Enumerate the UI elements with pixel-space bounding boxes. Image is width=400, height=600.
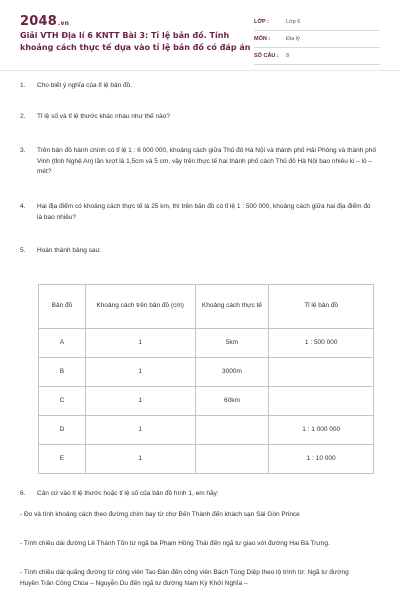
table-cell: 1 : 10 000 <box>269 445 374 474</box>
logo-suffix: .vn <box>57 20 70 27</box>
meta-info <box>254 14 380 65</box>
table-header: Tỉ lệ bản đồ <box>269 285 374 329</box>
table-cell: 5km <box>195 329 269 358</box>
scale-table <box>38 284 374 474</box>
question-6-bullet: - Tính chiều dài quãng đường từ công viên Tao Đàn đến công viên Bách Tùng Diệp theo lộ trình từ: Ngã tư đường Huyền Trân Công Chúa – Nguyễn Du đến ngã tư đường Nam Kỳ Khởi Nghĩa – <box>20 569 349 587</box>
meta-row-subject <box>254 31 380 48</box>
table-cell: 1 : 500 000 <box>269 329 374 358</box>
question-text: Trên bản đồ hành chính có tỉ lệ 1 : 6 000 000, khoảng cách giữa Thủ đô Hà Nội và thành phố Hải Phòng và thành phố Vinh (tỉnh Nghệ An) lần lượt là 1,5cm và 5 cm, vậy trên thực tế hai thành phố cách Thủ đô Hà Nội bao nhiêu ki – lô – mét? <box>37 147 376 175</box>
table-row <box>39 329 374 358</box>
question-text: Hoàn thành bảng sau: <box>37 247 101 254</box>
table-cell: 1 <box>85 387 195 416</box>
question-6-bullet: - Tính chiều dài đường Lê Thánh Tôn từ ngã ba Phạm Hồng Thái đến ngã tư giao với đường Hai Bà Trưng. <box>20 540 330 547</box>
table-cell: E <box>39 445 86 474</box>
meta-label: LỚP : <box>254 19 269 25</box>
question-text: Căn cứ vào tỉ lệ thước hoặc tỉ lệ số của bản đồ hình 1, em hãy: <box>37 490 219 497</box>
table-header: Bản đồ <box>39 285 86 329</box>
question-number: 5. <box>20 247 26 254</box>
question-number: 6. <box>20 490 26 497</box>
table-cell: 1 <box>85 416 195 445</box>
site-logo[interactable] <box>20 14 69 29</box>
table-cell: 1 <box>85 445 195 474</box>
table-cell: 1 <box>85 329 195 358</box>
table-cell <box>269 358 374 387</box>
table-cell: A <box>39 329 86 358</box>
meta-label: MÔN : <box>254 36 271 42</box>
header-divider <box>0 70 400 71</box>
question-number: 1. <box>20 82 26 89</box>
table-cell <box>269 387 374 416</box>
table-cell <box>195 445 269 474</box>
question-number: 2. <box>20 113 26 120</box>
question-6-bullet: - Đo và tính khoảng cách theo đường chim bay từ chợ Bến Thành đến khách sạn Sài Gòn Prince <box>20 511 300 518</box>
question-text: Cho biết ý nghĩa của tỉ lệ bản đồ. <box>37 82 133 89</box>
meta-value: 8 <box>286 53 290 59</box>
document-header <box>0 0 400 72</box>
question-number: 3. <box>20 147 26 154</box>
meta-value: Lớp 6 <box>286 19 301 25</box>
table-cell <box>195 416 269 445</box>
document-title: Giải VTH Địa lí 6 KNTT Bài 3: Tỉ lệ bản đồ. Tính khoảng cách thực tế dựa vào tỉ lệ bản đồ có đáp án <box>20 31 251 52</box>
meta-label: SỐ CÂU : <box>254 53 279 59</box>
table-row <box>39 416 374 445</box>
meta-value: Địa lý <box>286 36 300 42</box>
logo-text: 2048 <box>20 14 57 29</box>
meta-row-question-count <box>254 48 380 65</box>
question-text: Tỉ lệ số và tỉ lệ thước khác nhau như thế nào? <box>37 113 170 120</box>
question-number: 4. <box>20 203 26 210</box>
table-cell: 1 <box>85 358 195 387</box>
table-header: Khoảng cách thực tế <box>195 285 269 329</box>
table-cell: D <box>39 416 86 445</box>
table-cell: 1 : 1 000 000 <box>269 416 374 445</box>
table-cell: 60km <box>195 387 269 416</box>
table-row <box>39 445 374 474</box>
table-row <box>39 358 374 387</box>
question-text: Hai địa điểm có khoảng cách thực tế là 25 km, thì trên bản đồ có tỉ lệ 1 : 500 000, khoảng cách giữa hai địa điểm đó là bao nhiêu? <box>37 203 371 221</box>
table-cell: 3000m <box>195 358 269 387</box>
table-header-row <box>39 285 374 329</box>
table-header: Khoảng cách trên bản đồ (cm) <box>85 285 195 329</box>
table-cell: C <box>39 387 86 416</box>
table-cell: B <box>39 358 86 387</box>
meta-row-class <box>254 14 380 31</box>
table-row <box>39 387 374 416</box>
